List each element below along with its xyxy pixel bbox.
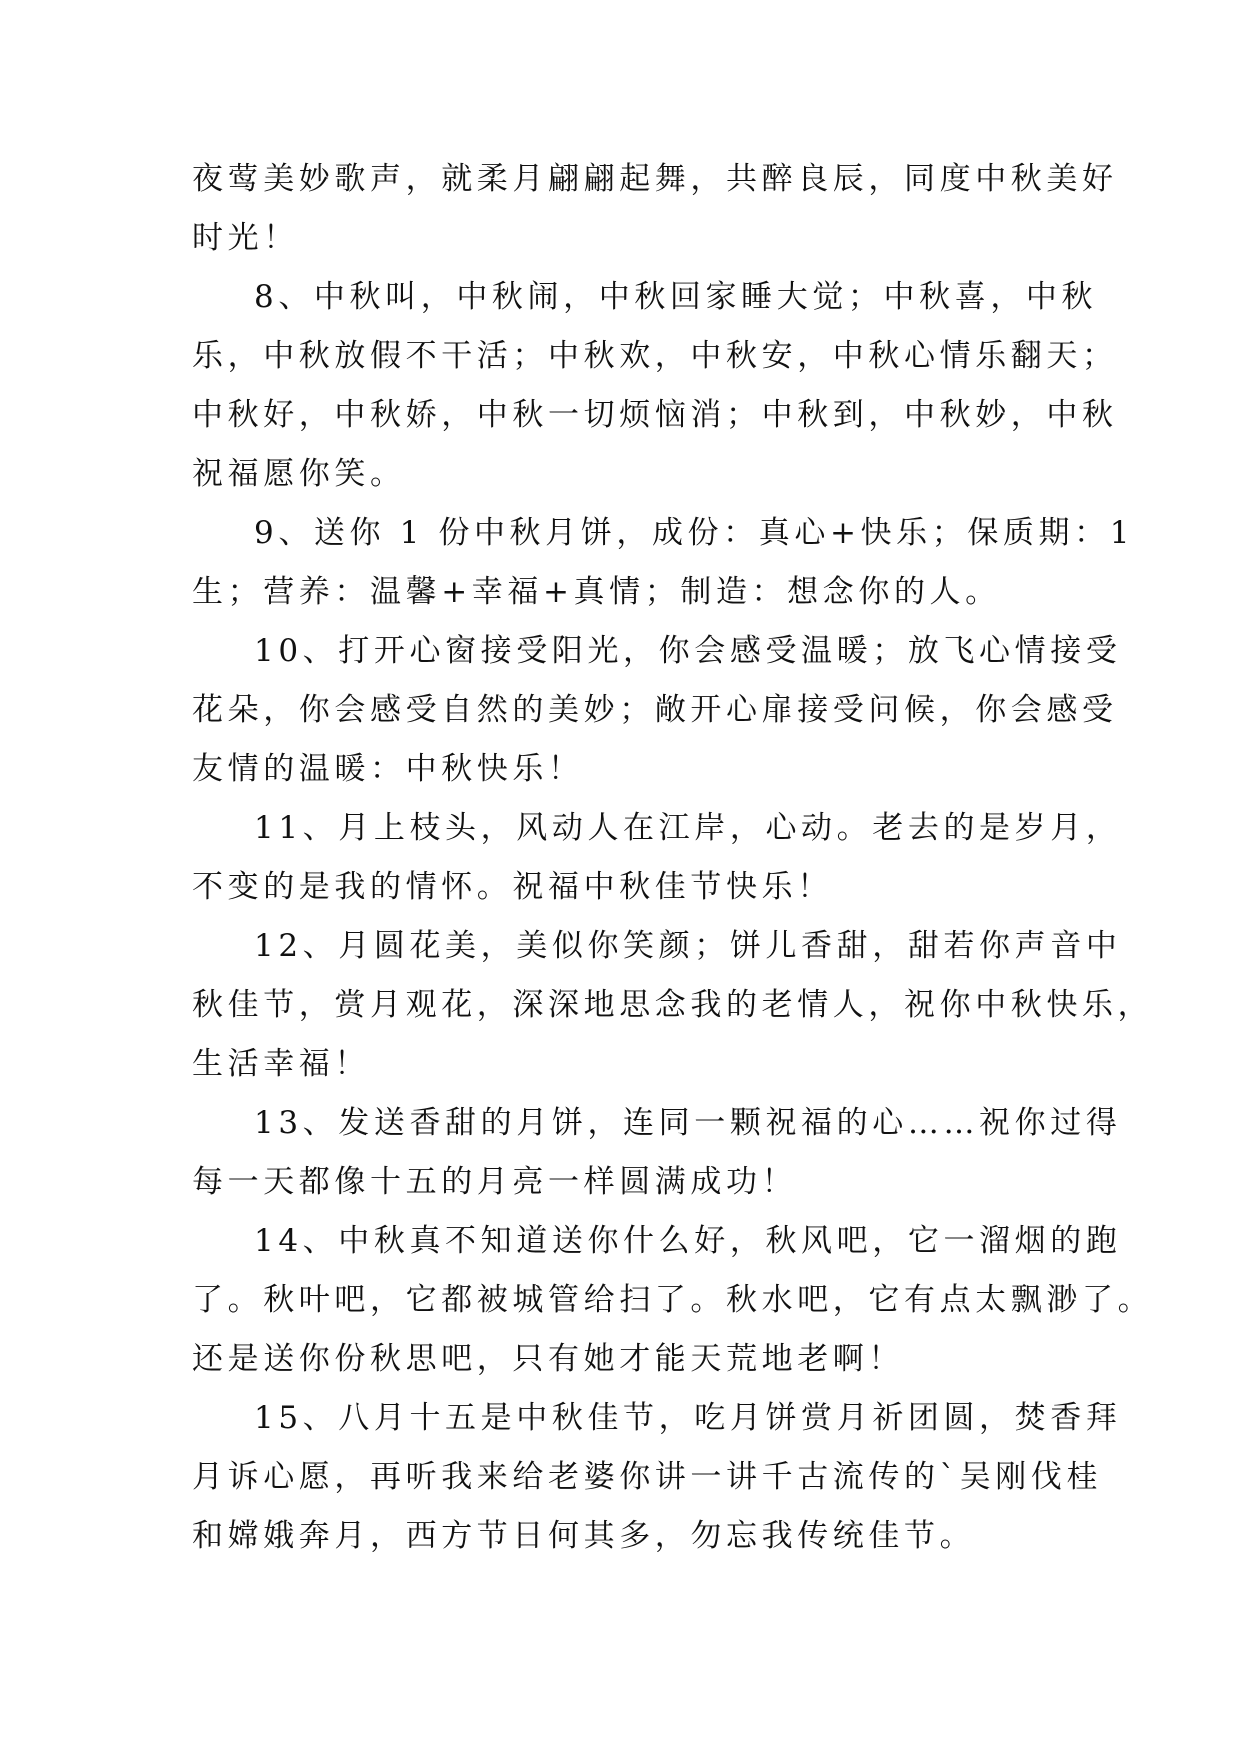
paragraph-10-line: 10、打开心窗接受阳光，你会感受温暖；放飞心情接受 <box>254 633 1122 669</box>
text-line: 生；营养：温馨+幸福+真情；制造：想念你的人。 <box>192 574 1001 610</box>
text-line: 还是送你份秋思吧，只有她才能天荒地老啊！ <box>192 1341 904 1377</box>
paragraph-15-line: 15、八月十五是中秋佳节，吃月饼赏月祈团圆，焚香拜 <box>254 1400 1122 1436</box>
text-line: 和嫦娥奔月，西方节日何其多，勿忘我传统佳节。 <box>192 1518 976 1554</box>
paragraph-9-line: 9、送你 1 份中秋月饼，成份：真心+快乐；保质期：1 <box>254 515 1135 551</box>
paragraph-14-line: 14、中秋真不知道送你什么好，秋风吧，它一溜烟的跑 <box>254 1223 1122 1259</box>
text-line: 每一天都像十五的月亮一样圆满成功！ <box>192 1164 798 1200</box>
text-line: 友情的温暖：中秋快乐！ <box>192 751 584 787</box>
paragraph-13-line: 13、发送香甜的月饼，连同一颗祝福的心……祝你过得 <box>254 1105 1122 1141</box>
text-line: 不变的是我的情怀。祝福中秋佳节快乐！ <box>192 869 833 905</box>
text-line: 花朵，你会感受自然的美妙；敞开心扉接受问候，你会感受 <box>192 692 1118 728</box>
text-line: 祝福愿你笑。 <box>192 456 406 492</box>
text-line: 生活幸福！ <box>192 1046 370 1082</box>
paragraph-11-line: 11、月上枝头，风动人在江岸，心动。老去的是岁月， <box>254 810 1122 846</box>
paragraph-8-line: 8、中秋叫，中秋闹，中秋回家睡大觉；中秋喜，中秋 <box>254 279 1098 315</box>
text-line: 乐，中秋放假不干活；中秋欢，中秋安，中秋心情乐翻天； <box>192 338 1118 374</box>
paragraph-12-line: 12、月圆花美，美似你笑颜；饼儿香甜，甜若你声音中 <box>254 928 1122 964</box>
text-line: 中秋好，中秋娇，中秋一切烦恼消；中秋到，中秋妙，中秋 <box>192 397 1118 433</box>
text-line: 了。秋叶吧，它都被城管给扫了。秋水吧，它有点太飘渺了。 <box>192 1282 1154 1318</box>
document-page <box>192 150 1154 1566</box>
text-line: 月诉心愿，再听我来给老婆你讲一讲千古流传的`吴刚伐桂 <box>192 1459 1103 1495</box>
text-line: 夜莺美妙歌声，就柔月翩翩起舞，共醉良辰，同度中秋美好 <box>192 161 1118 197</box>
text-line: 时光！ <box>192 220 299 256</box>
text-line: 秋佳节，赏月观花，深深地思念我的老情人，祝你中秋快乐， <box>192 987 1154 1023</box>
